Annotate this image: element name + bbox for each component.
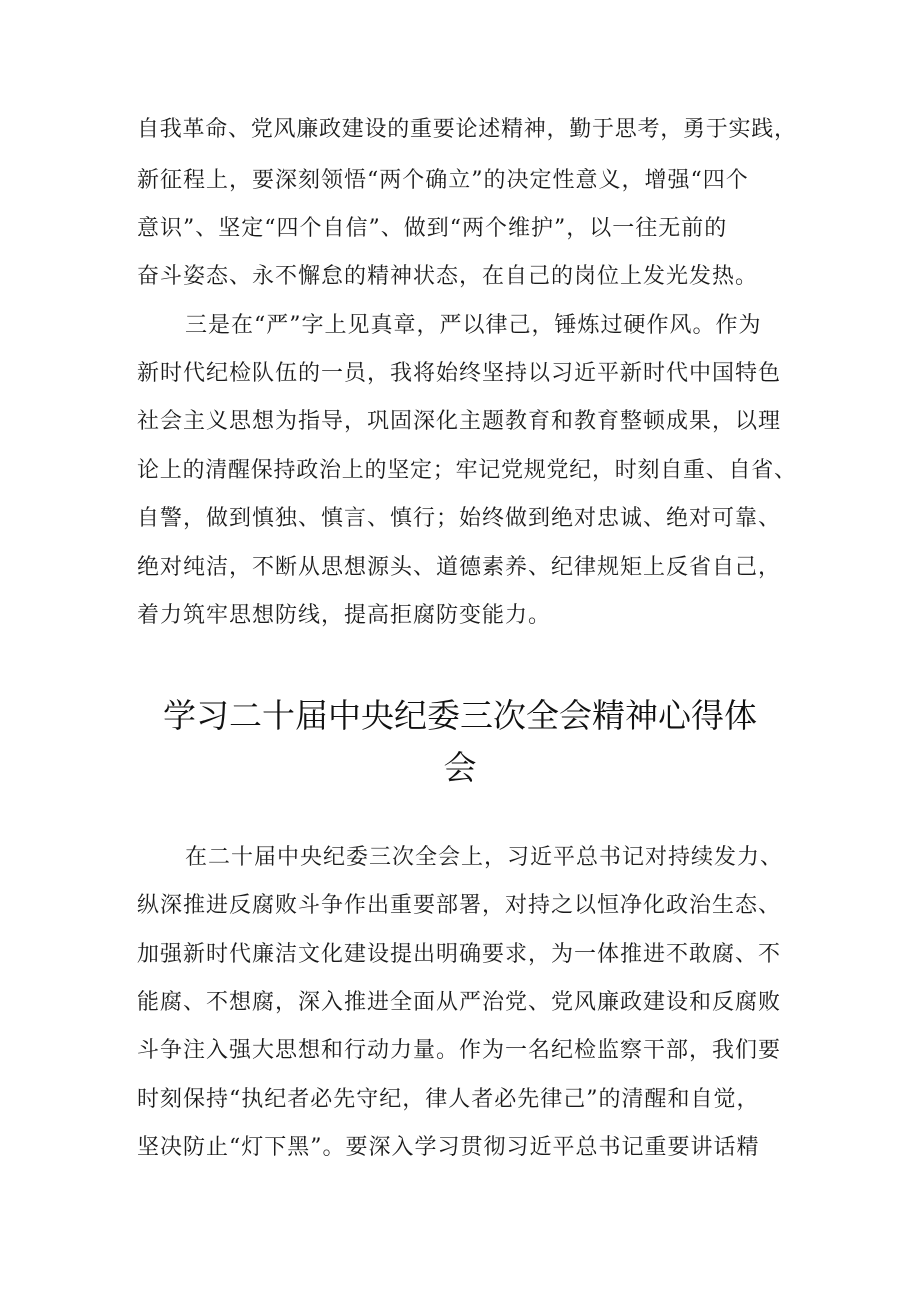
text-line: 绝对纯洁，不断从思想源头、道德素养、纪律规矩上反省自己， bbox=[137, 555, 782, 580]
text-line: 三是在“严”字上见真章，严以律己，锤炼过硬作风。作为 bbox=[185, 313, 762, 338]
text-line: 坚决防止“灯下黑”。要深入学习贯彻习近平总书记重要讲话精 bbox=[137, 1135, 760, 1160]
text-line: 在二十届中央纪委三次全会上，习近平总书记对持续发力、 bbox=[185, 845, 784, 870]
text-line: 斗争注入强大思想和行动力量。作为一名纪检监察干部，我们要 bbox=[137, 1038, 782, 1063]
text-line: 意识”、坚定“四个自信”、做到“两个维护”，以一往无前的 bbox=[137, 216, 728, 241]
text-line: 论上的清醒保持政治上的坚定；牢记党规党纪，时刻自重、自省、 bbox=[137, 458, 797, 483]
text-line: 时刻保持“执纪者必先守纪，律人者必先律己”的清醒和自觉， bbox=[137, 1087, 760, 1112]
text-line: 着力筑牢思想防线，提高拒腐防变能力。 bbox=[137, 603, 552, 628]
text-line: 奋斗姿态、永不懈怠的精神状态，在自己的岗位上发光发热。 bbox=[137, 264, 759, 289]
text-line: 新征程上，要深刻领悟“两个确立”的决定性意义，增强“四个 bbox=[137, 168, 749, 193]
title-line: 学习二十届中央纪委三次全会精神心得体 bbox=[163, 696, 757, 735]
text-line: 自警，做到慎独、慎言、慎行；始终做到绝对忠诚、绝对可靠、 bbox=[137, 506, 782, 531]
text-line: 新时代纪检队伍的一员，我将始终坚持以习近平新时代中国特色 bbox=[137, 361, 782, 386]
text-line: 社会主义思想为指导，巩固深化主题教育和教育整顿成果，以理 bbox=[137, 409, 782, 434]
title-line: 会 bbox=[443, 748, 477, 787]
text-line: 能腐、不想腐，深入推进全面从严治党、党风廉政建设和反腐败 bbox=[137, 990, 782, 1015]
text-line: 自我革命、党风廉政建设的重要论述精神，勤于思考，勇于实践， bbox=[137, 117, 797, 142]
text-line: 纵深推进反腐败斗争作出重要部署，对持之以恒净化政治生态、 bbox=[137, 893, 782, 918]
text-line: 加强新时代廉洁文化建设提出明确要求，为一体推进不敢腐、不 bbox=[137, 942, 782, 967]
